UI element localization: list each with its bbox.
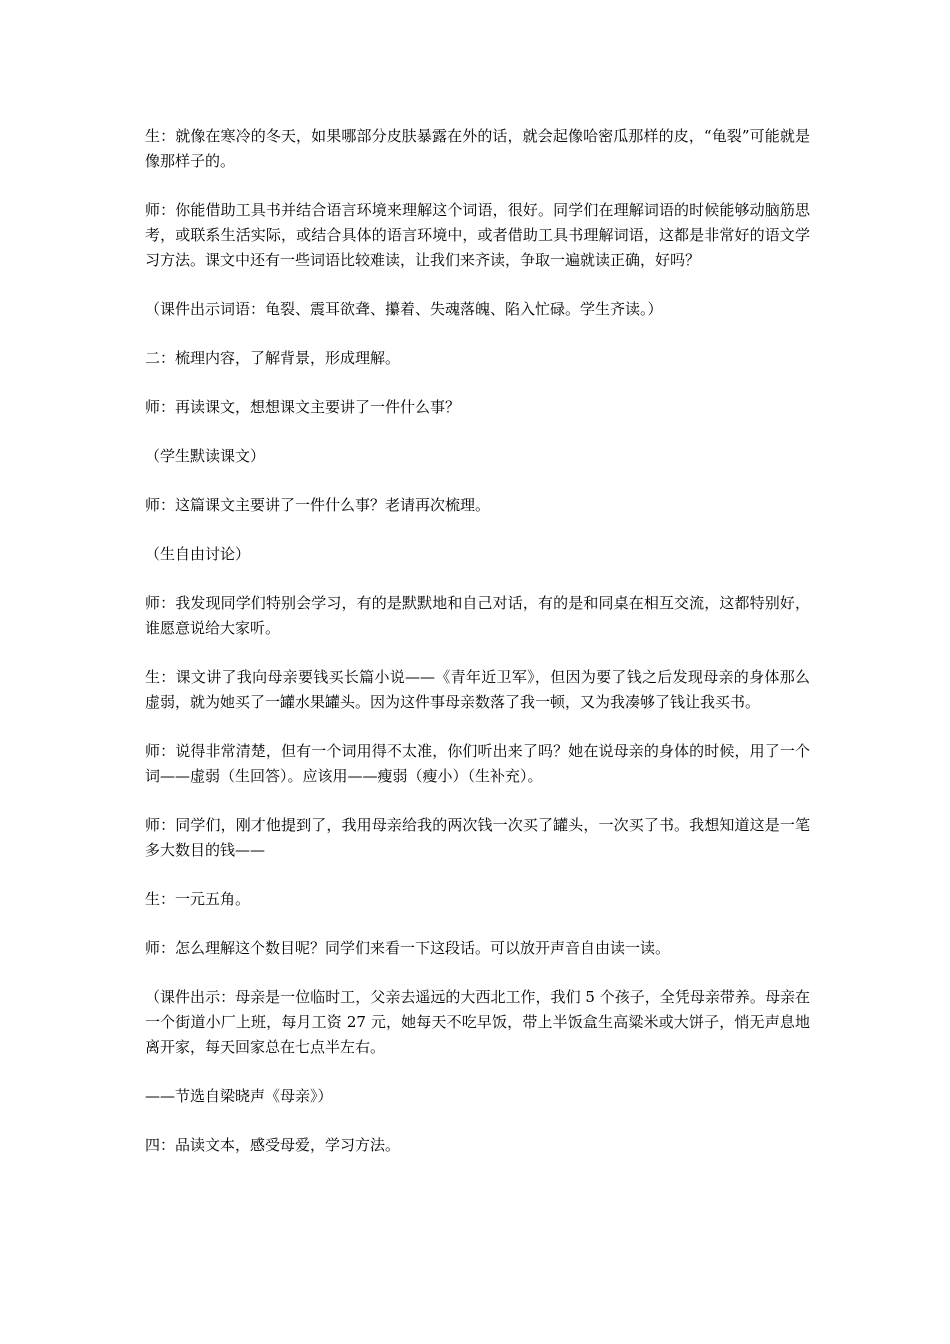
paragraph: （课件出示词语：龟裂、震耳欲聋、攥着、失魂落魄、陷入忙碌。学生齐读。） (145, 300, 663, 318)
paragraph: 生：课文讲了我向母亲要钱买长篇小说——《青年近卫军》，但因为要了钱之后发现母亲的身体那么虚弱，就为她买了一罐水果罐头。因为这件事母亲数落了我一顿，又为我凑够了钱让我买书。 (145, 668, 810, 711)
paragraph: 师：同学们，刚才他提到了，我用母亲给我的两次钱一次买了罐头，一次买了书。我想知道这是一笔多大数目的钱—— (145, 816, 810, 859)
document-body (145, 124, 810, 1182)
section-heading: 二：梳理内容，了解背景，形成理解。 (145, 349, 401, 367)
paragraph: （生自由讨论） (145, 545, 251, 563)
quoted-passage: （课件出示：母亲是一位临时工，父亲去遥远的大西北工作，我们 5 个孩子，全凭母亲带养。母亲在一个街道小厂上班，每月工资 27 元，她每天不吃早饭，带上半饭盒生高粱米或大饼子，悄无声息地离开家，每天回家总在七点半左右。 (145, 988, 810, 1056)
citation: ——节选自梁晓声《母亲》） (145, 1087, 333, 1105)
paragraph: 师：这篇课文主要讲了一件什么事？老请再次梳理。 (145, 496, 491, 514)
paragraph: 师：你能借助工具书并结合语言环境来理解这个词语，很好。同学们在理解词语的时候能够动脑筋思考，或联系生活实际，或结合具体的语言环境中，或者借助工具书理解词语，这都是非常好的语文学习方法。课文中还有一些词语比较难读，让我们来齐读，争取一遍就读正确，好吗？ (145, 201, 810, 269)
paragraph: （学生默读课文） (145, 447, 266, 465)
paragraph: 师：说得非常清楚，但有一个词用得不太准，你们听出来了吗？她在说母亲的身体的时候，用了一个词——虚弱（生回答）。应该用——瘦弱（瘦小）（生补充）。 (145, 742, 810, 785)
paragraph: 师：再读课文，想想课文主要讲了一件什么事？ (145, 398, 461, 416)
paragraph: 师：我发现同学们特别会学习，有的是默默地和自己对话，有的是和同桌在相互交流，这都特别好，谁愿意说给大家听。 (145, 594, 810, 637)
paragraph: 生：就像在寒冷的冬天，如果哪部分皮肤暴露在外的话，就会起像哈密瓜那样的皮，“龟裂”可能就是像那样子的。 (145, 127, 810, 170)
paragraph: 生：一元五角。 (145, 890, 251, 908)
section-heading: 四：品读文本，感受母爱，学习方法。 (145, 1136, 401, 1154)
paragraph: 师：怎么理解这个数目呢？同学们来看一下这段话。可以放开声音自由读一读。 (145, 939, 671, 957)
